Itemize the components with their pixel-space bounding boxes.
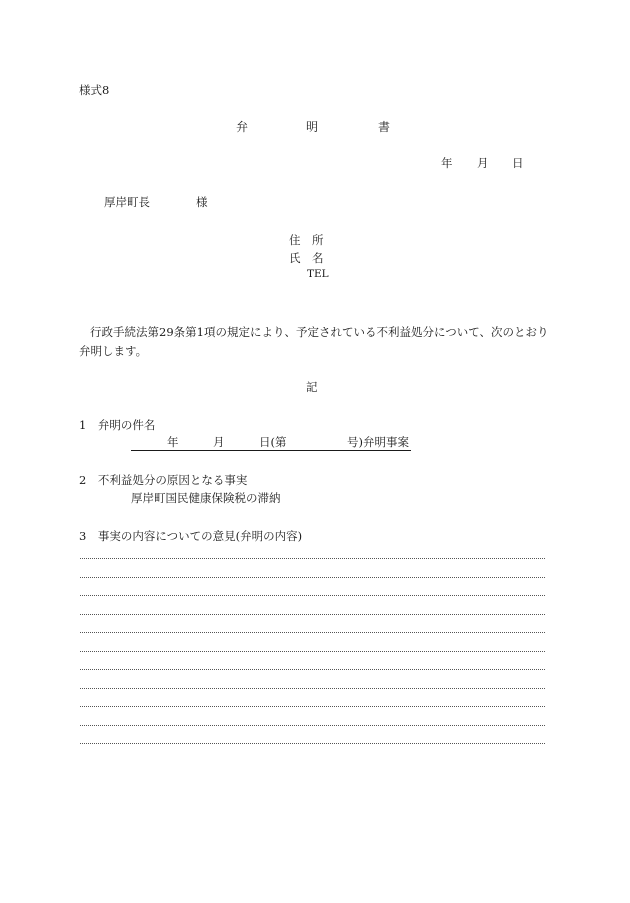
opinion-line[interactable]	[80, 725, 545, 726]
date-year: 年	[441, 156, 453, 170]
form-number: 様式8	[79, 83, 110, 97]
name-label: 氏 名	[289, 251, 324, 265]
item-1-case-line	[131, 434, 411, 451]
opinion-line[interactable]	[80, 614, 545, 615]
title-char-1: 弁	[236, 120, 249, 134]
item-1-month: 月	[213, 435, 225, 449]
item-1-year: 年	[167, 435, 179, 449]
body-line-2: 弁明します。	[79, 344, 148, 358]
opinion-line[interactable]	[80, 688, 545, 689]
title-char-2: 明	[306, 120, 319, 134]
title-char-3: 書	[378, 120, 391, 134]
date-month: 月	[477, 156, 489, 170]
item-2-content: 厚岸町国民健康保険税の滞納	[131, 491, 281, 505]
opinion-line[interactable]	[80, 595, 545, 596]
ki-heading: 記	[306, 380, 318, 394]
body-line-1: 行政手続法第29条第1項の規定により、予定されている不利益処分について、次のとおり	[90, 325, 549, 339]
opinion-line[interactable]	[80, 632, 545, 633]
item-2-heading: 2 不利益処分の原因となる事実	[79, 473, 248, 487]
tel-label: TEL	[307, 268, 329, 280]
addressee-name: 厚岸町長	[104, 195, 150, 209]
opinion-line[interactable]	[80, 706, 545, 707]
opinion-line[interactable]	[80, 558, 545, 559]
item-1-tail: 号)弁明事案	[347, 435, 409, 449]
item-1-heading: 1 弁明の件名	[79, 418, 156, 432]
opinion-line[interactable]	[80, 743, 545, 744]
opinion-line[interactable]	[80, 577, 545, 578]
opinion-line[interactable]	[80, 669, 545, 670]
item-3-heading: 3 事実の内容についての意見(弁明の内容)	[79, 529, 303, 543]
item-1-day: 日(第	[259, 435, 287, 449]
addressee-honorific: 様	[196, 195, 208, 209]
date-day: 日	[512, 156, 524, 170]
address-label: 住 所	[289, 233, 324, 247]
opinion-line[interactable]	[80, 651, 545, 652]
